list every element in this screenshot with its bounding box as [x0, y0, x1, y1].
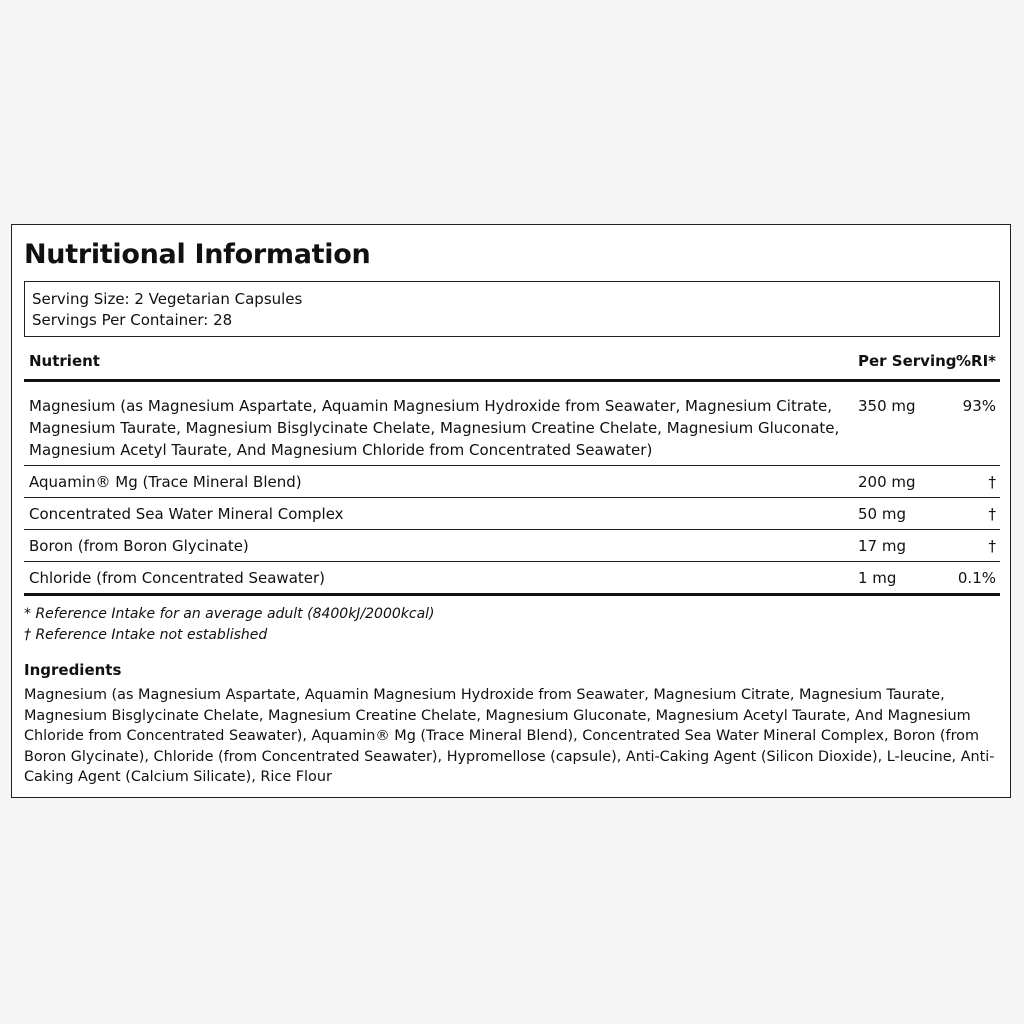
panel-title: Nutritional Information: [24, 239, 371, 270]
table-header: [24, 347, 1000, 382]
nutrient-amount: 50 mg: [858, 505, 906, 523]
serving-info-box: [24, 281, 1000, 337]
table-row: [24, 498, 1000, 530]
table-row: [24, 562, 1000, 596]
nutrient-table: [24, 347, 1000, 596]
nutrient-amount: 17 mg: [858, 537, 906, 555]
nutrient-name: Boron (from Boron Glycinate): [29, 537, 249, 555]
nutrient-amount: 350 mg: [858, 397, 916, 415]
table-row: [24, 382, 1000, 466]
nutrition-panel: [11, 224, 1011, 798]
footnote-not-established: † Reference Intake not established: [24, 627, 268, 643]
ingredients-title: Ingredients: [24, 661, 122, 679]
nutrient-ri: 0.1%: [957, 569, 996, 587]
nutrient-name: Magnesium (as Magnesium Aspartate, Aquamin Magnesium Hydroxide from Seawater, Magnesium Citrate, Magnesium Taurate, Magnesium Bisglycinate Chelate, Magnesium Creatine Chelate, Magnesium Gluconate, Magnesium Acetyl Taurate, And Magnesium Chloride from Concentrated Seawater): [29, 397, 840, 459]
header-nutrient: Nutrient: [29, 352, 100, 370]
nutrient-name: Aquamin® Mg (Trace Mineral Blend): [29, 473, 302, 491]
nutrient-ri: †: [988, 537, 996, 555]
serving-size: Serving Size: 2 Vegetarian Capsules: [32, 290, 303, 308]
nutrient-amount: 1 mg: [858, 569, 897, 587]
ingredients-text: Magnesium (as Magnesium Aspartate, Aquamin Magnesium Hydroxide from Seawater, Magnesium Citrate, Magnesium Taurate, Magnesium Bisglycinate Chelate, Magnesium Creatine Chelate, Magnesium Gluconate, Magnesium Acetyl Taurate, And Magnesium Chloride from Concentrated Seawater), Aquamin® Mg (Trace Mineral Blend), Concentrated Sea Water Mineral Complex, Boron (from Boron Glycinate), Chloride (from Concentrated Seawater), Hypromellose (capsule), Anti-Caking Agent (Silicon Dioxide), L-leucine, Anti-Caking Agent (Calcium Silicate), Rice Flour: [24, 687, 995, 786]
nutrient-ri: 93%: [962, 397, 996, 415]
footnote-ri: * Reference Intake for an average adult (8400kJ/2000kcal): [24, 606, 435, 622]
nutrient-name: Concentrated Sea Water Mineral Complex: [29, 505, 344, 523]
nutrient-ri: †: [988, 505, 996, 523]
nutrient-name: Chloride (from Concentrated Seawater): [29, 569, 326, 587]
servings-per-container: Servings Per Container: 28: [32, 311, 233, 329]
table-row: [24, 466, 1000, 498]
header-per-serving: Per Serving: [858, 352, 957, 370]
nutrient-ri: †: [988, 473, 996, 491]
nutrient-amount: 200 mg: [858, 473, 916, 491]
table-row: [24, 530, 1000, 562]
footnotes: [24, 604, 435, 646]
header-ri: %RI*: [955, 352, 996, 370]
